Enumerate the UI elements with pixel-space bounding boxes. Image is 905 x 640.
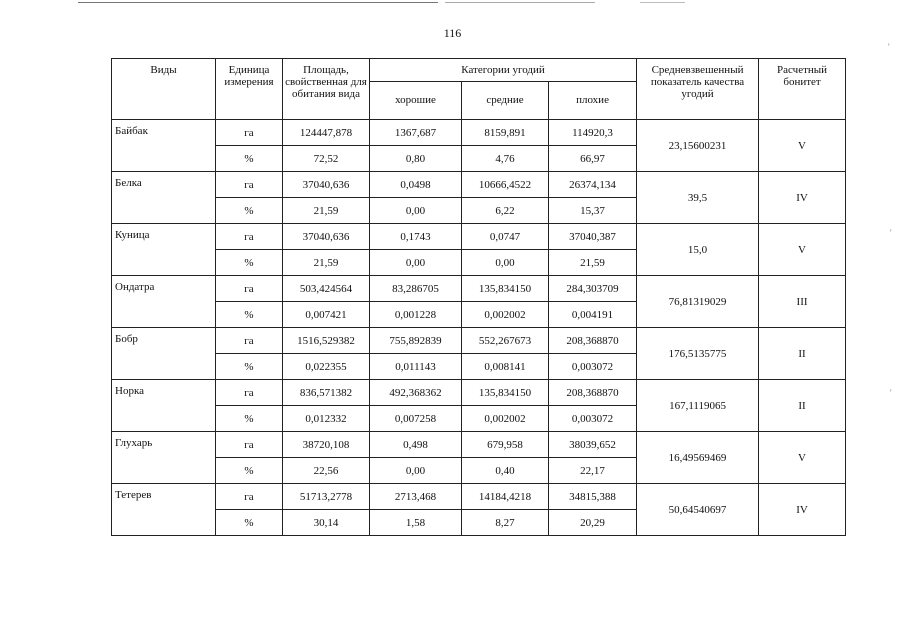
header-area: Площадь, свойственная для обитания вида (283, 59, 370, 120)
good-cell: 0,00 (370, 250, 462, 276)
bad-cell: 34815,388 (549, 484, 637, 510)
species-name: Бобр (112, 328, 216, 380)
good-cell: 0,007258 (370, 406, 462, 432)
medium-cell: 8159,891 (462, 120, 549, 146)
scan-top-rule (78, 2, 438, 3)
area-cell: 72,52 (283, 146, 370, 172)
bonitet-cell: V (759, 224, 846, 276)
header-good: хорошие (370, 82, 462, 120)
medium-cell: 0,00 (462, 250, 549, 276)
weighted-cell: 39,5 (637, 172, 759, 224)
header-bonitet: Расчетный бонитет (759, 59, 846, 120)
unit-cell: % (216, 250, 283, 276)
medium-cell: 552,267673 (462, 328, 549, 354)
species-name: Куница (112, 224, 216, 276)
weighted-cell: 16,49569469 (637, 432, 759, 484)
species-name: Белка (112, 172, 216, 224)
weighted-cell: 50,64540697 (637, 484, 759, 536)
medium-cell: 0,002002 (462, 406, 549, 432)
bad-cell: 38039,652 (549, 432, 637, 458)
area-cell: 51713,2778 (283, 484, 370, 510)
table-row (112, 172, 846, 198)
unit-cell: га (216, 120, 283, 146)
bad-cell: 284,303709 (549, 276, 637, 302)
bad-cell: 22,17 (549, 458, 637, 484)
good-cell: 0,1743 (370, 224, 462, 250)
scan-top-rule (640, 2, 685, 3)
page-number: 116 (443, 26, 462, 40)
weighted-cell: 15,0 (637, 224, 759, 276)
unit-cell: га (216, 432, 283, 458)
scan-speck: ' (888, 42, 890, 52)
area-cell: 38720,108 (283, 432, 370, 458)
bad-cell: 20,29 (549, 510, 637, 536)
bonitet-cell: V (759, 120, 846, 172)
area-cell: 21,59 (283, 198, 370, 224)
bonitet-cell: II (759, 328, 846, 380)
unit-cell: % (216, 354, 283, 380)
unit-cell: % (216, 406, 283, 432)
header-bad: плохие (549, 82, 637, 120)
medium-cell: 6,22 (462, 198, 549, 224)
species-habitat-table (111, 58, 846, 536)
bad-cell: 66,97 (549, 146, 637, 172)
species-name: Глухарь (112, 432, 216, 484)
weighted-cell: 167,1119065 (637, 380, 759, 432)
good-cell: 0,011143 (370, 354, 462, 380)
table-row (112, 224, 846, 250)
unit-cell: га (216, 484, 283, 510)
unit-cell: га (216, 328, 283, 354)
area-cell: 836,571382 (283, 380, 370, 406)
good-cell: 492,368362 (370, 380, 462, 406)
unit-cell: % (216, 146, 283, 172)
good-cell: 0,001228 (370, 302, 462, 328)
weighted-cell: 176,5135775 (637, 328, 759, 380)
bad-cell: 114920,3 (549, 120, 637, 146)
medium-cell: 0,008141 (462, 354, 549, 380)
bad-cell: 0,003072 (549, 354, 637, 380)
good-cell: 83,286705 (370, 276, 462, 302)
bonitet-cell: II (759, 380, 846, 432)
scan-speck: ' (890, 388, 892, 398)
scan-speck: ' (890, 228, 892, 238)
medium-cell: 679,958 (462, 432, 549, 458)
table-row (112, 484, 846, 510)
area-cell: 22,56 (283, 458, 370, 484)
unit-cell: га (216, 224, 283, 250)
good-cell: 1367,687 (370, 120, 462, 146)
bad-cell: 208,368870 (549, 328, 637, 354)
area-cell: 1516,529382 (283, 328, 370, 354)
bonitet-cell: V (759, 432, 846, 484)
area-cell: 37040,636 (283, 224, 370, 250)
species-name: Ондатра (112, 276, 216, 328)
medium-cell: 14184,4218 (462, 484, 549, 510)
header-weighted: Средневзвешенный показатель качества угодий (637, 59, 759, 120)
header-unit: Единица измерения (216, 59, 283, 120)
table-row (112, 380, 846, 406)
table-row (112, 432, 846, 458)
unit-cell: га (216, 380, 283, 406)
unit-cell: % (216, 458, 283, 484)
medium-cell: 0,40 (462, 458, 549, 484)
area-cell: 124447,878 (283, 120, 370, 146)
bad-cell: 21,59 (549, 250, 637, 276)
medium-cell: 8,27 (462, 510, 549, 536)
good-cell: 1,58 (370, 510, 462, 536)
header-species: Виды (112, 59, 216, 120)
unit-cell: % (216, 302, 283, 328)
weighted-cell: 23,15600231 (637, 120, 759, 172)
bonitet-cell: III (759, 276, 846, 328)
species-name: Тетерев (112, 484, 216, 536)
good-cell: 755,892839 (370, 328, 462, 354)
unit-cell: % (216, 510, 283, 536)
unit-cell: га (216, 172, 283, 198)
table-row (112, 120, 846, 146)
species-name: Норка (112, 380, 216, 432)
table-row (112, 328, 846, 354)
good-cell: 0,80 (370, 146, 462, 172)
good-cell: 0,0498 (370, 172, 462, 198)
bad-cell: 208,368870 (549, 380, 637, 406)
medium-cell: 0,002002 (462, 302, 549, 328)
area-cell: 0,022355 (283, 354, 370, 380)
area-cell: 21,59 (283, 250, 370, 276)
area-cell: 503,424564 (283, 276, 370, 302)
medium-cell: 4,76 (462, 146, 549, 172)
header-medium: средние (462, 82, 549, 120)
unit-cell: % (216, 198, 283, 224)
good-cell: 0,00 (370, 198, 462, 224)
header-categories: Категории угодий (370, 59, 637, 82)
bad-cell: 37040,387 (549, 224, 637, 250)
medium-cell: 135,834150 (462, 276, 549, 302)
weighted-cell: 76,81319029 (637, 276, 759, 328)
good-cell: 0,498 (370, 432, 462, 458)
bad-cell: 0,004191 (549, 302, 637, 328)
bad-cell: 0,003072 (549, 406, 637, 432)
unit-cell: га (216, 276, 283, 302)
table-row (112, 276, 846, 302)
medium-cell: 0,0747 (462, 224, 549, 250)
scan-top-rule (445, 2, 595, 3)
bad-cell: 26374,134 (549, 172, 637, 198)
bonitet-cell: IV (759, 484, 846, 536)
area-cell: 0,007421 (283, 302, 370, 328)
species-name: Байбак (112, 120, 216, 172)
area-cell: 30,14 (283, 510, 370, 536)
medium-cell: 10666,4522 (462, 172, 549, 198)
area-cell: 0,012332 (283, 406, 370, 432)
good-cell: 0,00 (370, 458, 462, 484)
good-cell: 2713,468 (370, 484, 462, 510)
bad-cell: 15,37 (549, 198, 637, 224)
bonitet-cell: IV (759, 172, 846, 224)
medium-cell: 135,834150 (462, 380, 549, 406)
table-body (112, 120, 846, 536)
area-cell: 37040,636 (283, 172, 370, 198)
